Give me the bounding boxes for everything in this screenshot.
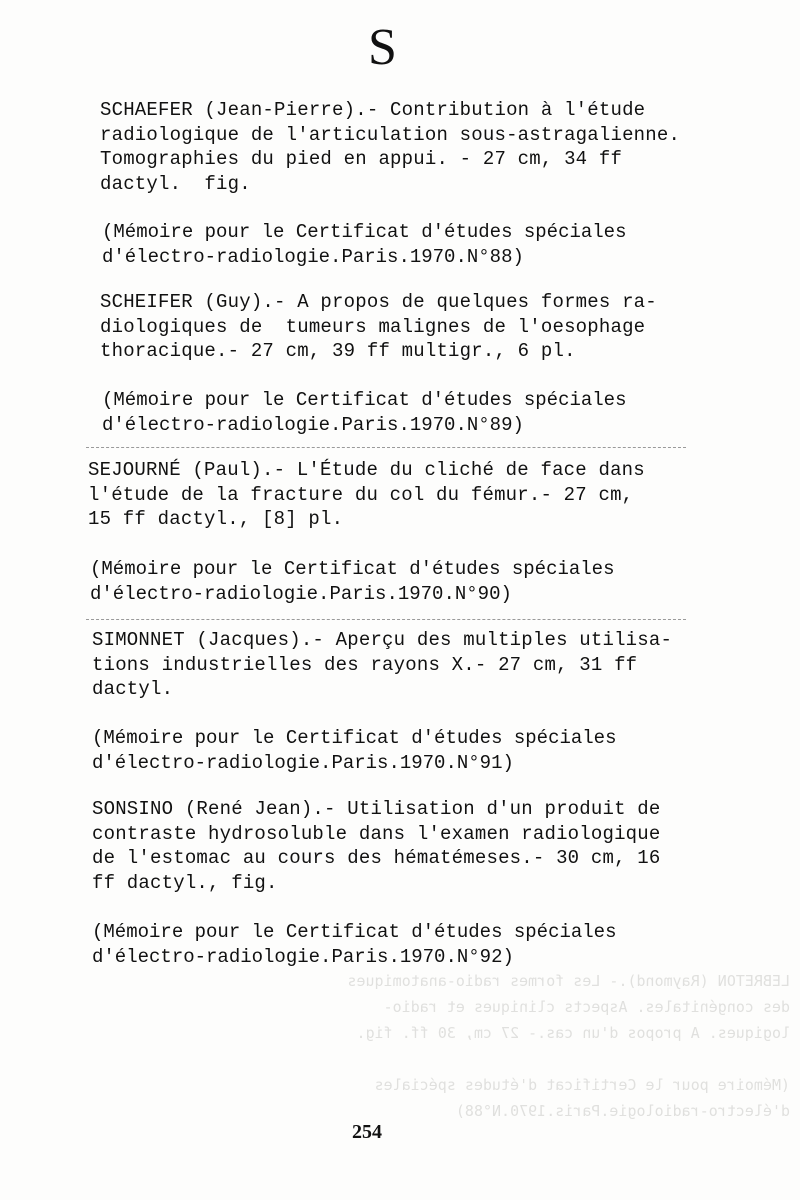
section-letter: S <box>368 19 397 76</box>
note-line: d'électro-radiologie.Paris.1970.N°88) <box>102 245 524 268</box>
entry-line: 15 ff dactyl., [8] pl. <box>88 508 344 530</box>
entry-line: diologiques de tumeurs malignes de l'oesophage <box>100 315 646 338</box>
entry-line: ff dactyl., fig. <box>92 871 278 894</box>
note-line: (Mémoire pour le Certificat d'études spéciales <box>92 921 617 943</box>
note-line: (Mémoire pour le Certificat d'études spéciales <box>92 727 617 749</box>
entry-note <box>90 557 690 606</box>
entry-line: SEJOURNÉ (Paul).- L'Étude du cliché de face dans <box>88 459 645 481</box>
note-line: d'électro-radiologie.Paris.1970.N°92) <box>92 945 514 968</box>
note-line: (Mémoire pour le Certificat d'études spéciales <box>102 221 627 243</box>
entry-note <box>92 726 692 775</box>
bibliography-entry <box>92 797 702 895</box>
note-line: d'électro-radiologie.Paris.1970.N°90) <box>90 582 512 605</box>
entry-line: SCHEIFER (Guy).- A propos de quelques formes ra- <box>100 291 657 313</box>
entry-line: contraste hydrosoluble dans l'examen radiologique <box>92 822 661 845</box>
entry-line: dactyl. fig. <box>100 172 251 195</box>
entry-line: de l'estomac au cours des hématémeses.- 30 cm, 16 <box>92 847 661 869</box>
entry-line: tions industrielles des rayons X.- 27 cm, 31 ff <box>92 653 638 676</box>
bibliography-entry <box>92 628 702 702</box>
entry-line: thoracique.- 27 cm, 39 ff multigr., 6 pl. <box>100 340 576 362</box>
note-line: (Mémoire pour le Certificat d'études spéciales <box>102 389 627 411</box>
entry-line: radiologique de l'articulation sous-astragalienne. <box>100 123 681 146</box>
bibliography-entry <box>88 458 698 532</box>
entry-line: l'étude de la fracture du col du fémur.- 27 cm, <box>88 483 634 506</box>
bibliography-entry <box>100 98 710 196</box>
entry-line: SIMONNET (Jacques).- Aperçu des multiples utilisa- <box>92 629 673 651</box>
entry-note <box>102 388 702 437</box>
note-line: d'électro-radiologie.Paris.1970.N°91) <box>92 751 514 774</box>
entry-line: SCHAEFER (Jean-Pierre).- Contribution à l'étude <box>100 99 646 121</box>
entry-line: dactyl. <box>92 678 174 700</box>
bibliography-entry <box>100 290 710 364</box>
bleed-through-text: LEBRETON (Raymond).- Les formes radio-anatomiques des congénitales. Aspects cliniques et radio- logiques. A propos d'un cas.- 27 cm, 30 ff. fig. (Mémoire pour le Certificat d'études spéciales d'électro-radiologie.Paris.1970.N°88) <box>347 972 790 1120</box>
note-line: (Mémoire pour le Certificat d'études spéciales <box>90 558 615 580</box>
entry-line: SONSINO (René Jean).- Utilisation d'un produit de <box>92 798 661 820</box>
divider <box>86 447 686 449</box>
entry-note <box>102 220 702 269</box>
page-number: 254 <box>352 1121 382 1143</box>
entry-note <box>92 920 692 969</box>
note-line: d'électro-radiologie.Paris.1970.N°89) <box>102 413 524 436</box>
divider <box>86 619 686 621</box>
entry-line: Tomographies du pied en appui. - 27 cm, 34 ff <box>100 148 623 170</box>
